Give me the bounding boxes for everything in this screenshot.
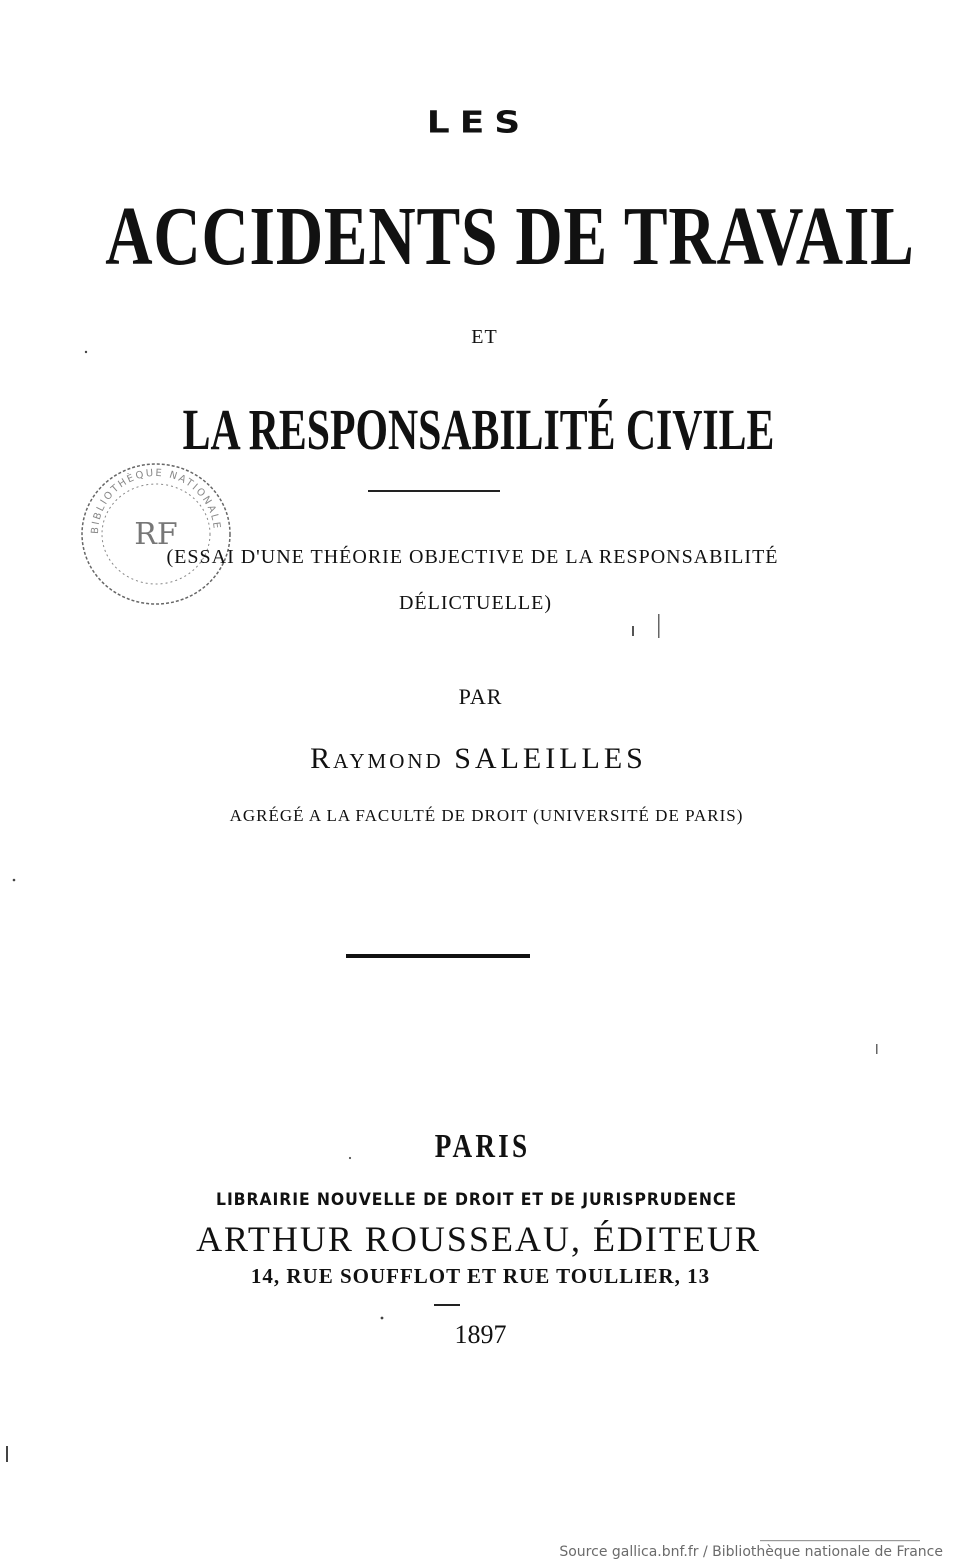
title-conjunction: ET [471, 326, 498, 348]
author-first-name: Raymond [310, 742, 444, 775]
author-last-name: SALEILLES [454, 742, 647, 775]
divider-thick [346, 954, 530, 958]
publication-city: PARIS [434, 1128, 531, 1165]
stamp-monogram: RF [134, 517, 178, 552]
author-affiliation: AGRÉGÉ A LA FACULTÉ DE DROIT (UNIVERSITÉ DE PARIS) [229, 806, 744, 825]
essay-description-line-2: DÉLICTUELLE) [398, 592, 553, 614]
publisher-address: 14, RUE SOUFFLOT ET RUE TOULLIER, 13 [250, 1264, 711, 1288]
subtitle: LA RESPONSABILITÉ CIVILE [182, 397, 775, 462]
by-label: PAR [458, 684, 503, 709]
divider-short [368, 490, 500, 492]
library-name: LIBRAIRIE NOUVELLE DE DROIT ET DE JURISPRUDENCE [216, 1190, 737, 1210]
publisher-name: ARTHUR ROUSSEAU, ÉDITEUR [196, 1219, 761, 1259]
divider-tiny [434, 1304, 460, 1306]
main-title: ACCIDENTS DE TRAVAIL [105, 190, 915, 283]
title-article: LES [426, 105, 531, 140]
essay-description-line-1: (ESSAI D'UNE THÉORIE OBJECTIVE DE LA RESPONSABILITÉ [166, 546, 779, 568]
publication-year: 1897 [454, 1320, 507, 1349]
stamp-ring-text: BIBLIOTHÈQUE NATIONALE [89, 467, 222, 535]
source-credit: Source gallica.bnf.fr / Bibliothèque nationale de France [559, 1544, 943, 1560]
author-name [0, 742, 957, 776]
library-stamp-icon [78, 460, 234, 608]
